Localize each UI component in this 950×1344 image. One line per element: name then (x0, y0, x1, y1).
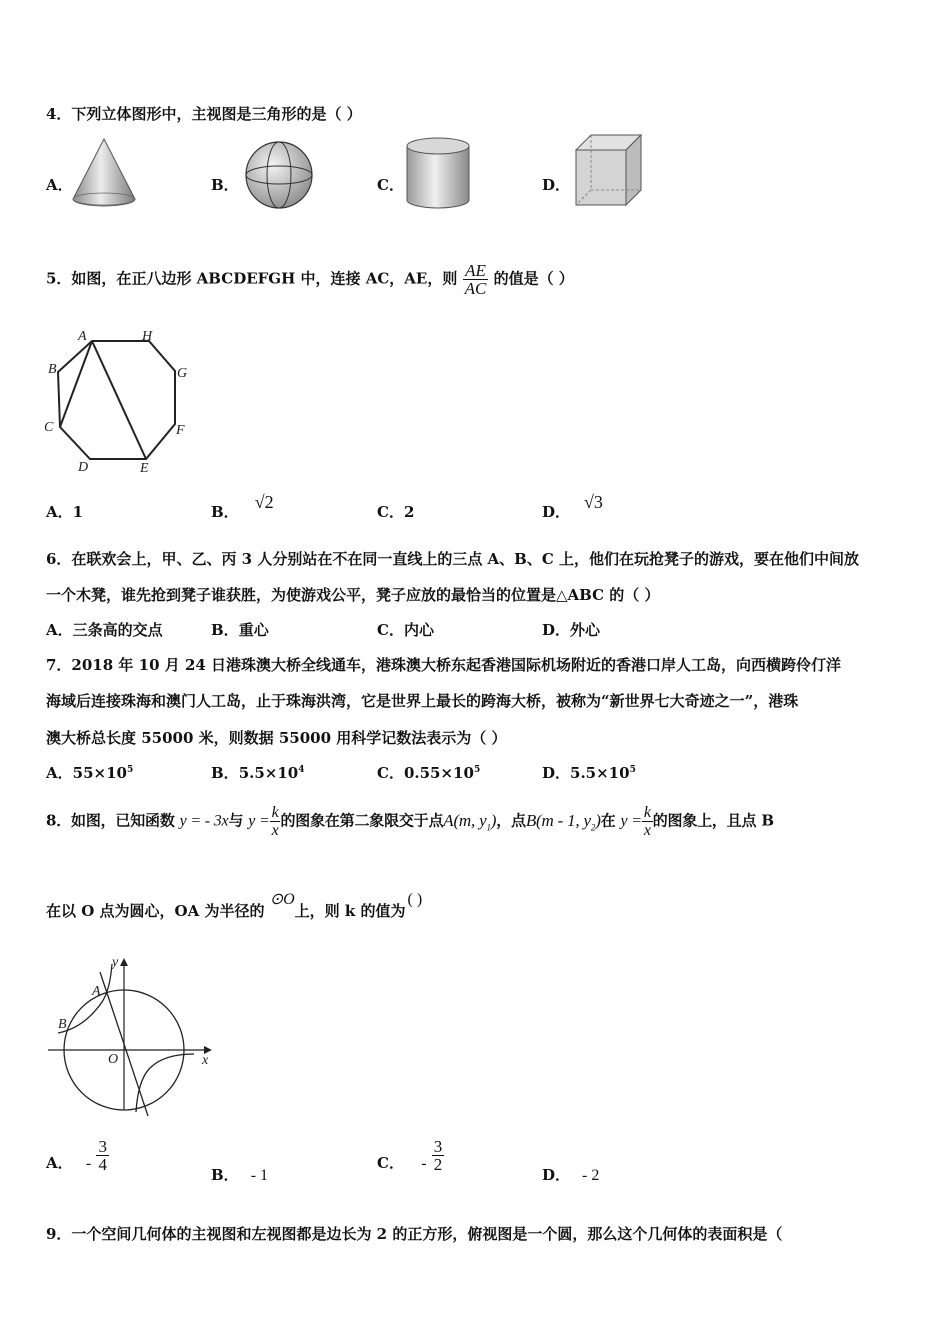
q6-option-a[interactable]: A．三条高的交点 (46, 621, 163, 639)
q5-option-b[interactable]: B． √2 (211, 492, 274, 521)
q8-function-linear: y = - 3x (179, 812, 229, 830)
sphere-icon (243, 139, 315, 211)
octagon-label-f: F (176, 423, 185, 438)
q8-answer-paren: ( ) (407, 891, 423, 908)
q5-fraction-numerator: AE (463, 262, 489, 280)
octagon-figure (42, 326, 202, 478)
q5-text-before: 5．如图，在正八边形 ABCDEFGH 中，连接 AC，AE，则 (46, 269, 458, 288)
q6-option-b[interactable]: B．重心 (211, 621, 269, 639)
q5-option-c[interactable]: C．2 (377, 503, 415, 521)
question-7-line-1: 7．2018 年 10 月 24 日港珠澳大桥全线通车，港珠澳大桥东起香港国际机场附近的香港口岸人工岛，向西横跨伶仃洋 (46, 656, 842, 674)
q8-fraction-k-over-x-2: $\frac{k}{x}$ (643, 804, 651, 839)
circle-o-symbol: ⊙O (269, 891, 295, 908)
q7-option-c[interactable]: C．$0.55\times 10^5$ (377, 764, 481, 782)
octagon-label-c: C (44, 420, 54, 435)
q4-option-b-label[interactable]: B． (211, 176, 239, 194)
q8-point-a: A(m, $y_1$) (443, 810, 497, 832)
octagon-label-h: H (142, 329, 153, 344)
figure-label-a: A (92, 984, 101, 999)
octagon-label-g: G (177, 366, 188, 381)
q7-option-b[interactable]: B．$5.5\times 10^4$ (211, 764, 305, 782)
q8-option-a[interactable]: A． - $\frac{3}{4}$ (46, 1137, 107, 1174)
q5-option-d[interactable]: D． √3 (542, 492, 603, 521)
q4-option-c-label[interactable]: C． (377, 176, 404, 194)
q7-option-d[interactable]: D．$5.5\times 10^5$ (542, 764, 636, 782)
q5-fraction (463, 262, 489, 297)
q8-option-c[interactable]: C． - $\frac{3}{2}$ (377, 1137, 443, 1174)
question-5-text (46, 262, 574, 297)
q5-text-after: 的值是（ ） (493, 269, 574, 288)
q8-option-a-fraction: $\frac{3}{4}$ (98, 1137, 107, 1174)
question-7-line-2: 海域后连接珠海和澳门人工岛，止于珠海洪湾，它是世界上最长的跨海大桥，被称为“新世界七大奇迹之一”，港珠 (46, 692, 799, 710)
figure-label-x: x (202, 1053, 209, 1068)
q8-option-c-fraction: $\frac{3}{2}$ (433, 1137, 443, 1174)
q7-option-a[interactable]: A．$55\times 10^5$ (46, 764, 134, 782)
q8-option-b[interactable]: B． - 1 (211, 1166, 269, 1184)
circle-hyperbola-figure (44, 950, 224, 1120)
figure-label-b: B (58, 1017, 67, 1032)
question-8-line-1: 8．如图，已知函数 y = - 3x与 y = $\frac{k}{x}$ 的图象在第二象限交于点A(m, $y_1$)，点B(m - 1, $y_2$)在 y = $\frac{k}{x}$ 的图象上，且点 B (46, 804, 774, 839)
q5-option-a[interactable]: A．1 (46, 503, 84, 521)
q5-fraction-denominator: AC (464, 279, 487, 298)
question-4-text: 4．下列立体图形中，主视图是三角形的是（ ） (46, 105, 362, 123)
q8-option-d[interactable]: D． - 2 (542, 1166, 600, 1184)
cube-icon (573, 132, 645, 208)
q8-point-b: B(m - 1, $y_2$) (525, 810, 601, 832)
q4-option-a-label[interactable]: A． (46, 176, 73, 194)
question-7-line-3: 澳大桥总长度 55000 米，则数据 55000 用科学记数法表示为（ ） (46, 729, 507, 747)
q6-option-c[interactable]: C．内心 (377, 621, 434, 639)
question-6-line-2: 一个木凳，谁先抢到凳子谁获胜，为使游戏公平，凳子应放的最恰当的位置是△ABC 的（ ） (46, 586, 660, 604)
q4-option-d-label[interactable]: D． (542, 176, 571, 194)
cone-icon (70, 136, 138, 208)
figure-label-o: O (108, 1052, 119, 1067)
question-6-line-1: 6．在联欢会上，甲、乙、丙 3 人分别站在不在同一直线上的三点 A、B、C 上，他们在玩抢凳子的游戏，要在他们中间放 (46, 550, 860, 568)
octagon-label-d: D (78, 460, 89, 475)
cylinder-icon (402, 136, 474, 212)
octagon-label-a: A (78, 329, 87, 344)
q8-fraction-k-over-x: $\frac{k}{x}$ (271, 804, 279, 839)
question-8-line-2: 在以 O 点为圆心，OA 为半径的 ⊙O上，则 k 的值为( ) (46, 891, 423, 920)
octagon-label-b: B (48, 362, 57, 377)
question-9-text: 9．一个空间几何体的主视图和左视图都是边长为 2 的正方形，俯视图是一个圆，那么这个几何体的表面积是（ (46, 1225, 783, 1243)
q6-option-d[interactable]: D．外心 (542, 621, 601, 639)
octagon-label-e: E (140, 461, 149, 476)
figure-label-y: y (112, 955, 119, 970)
